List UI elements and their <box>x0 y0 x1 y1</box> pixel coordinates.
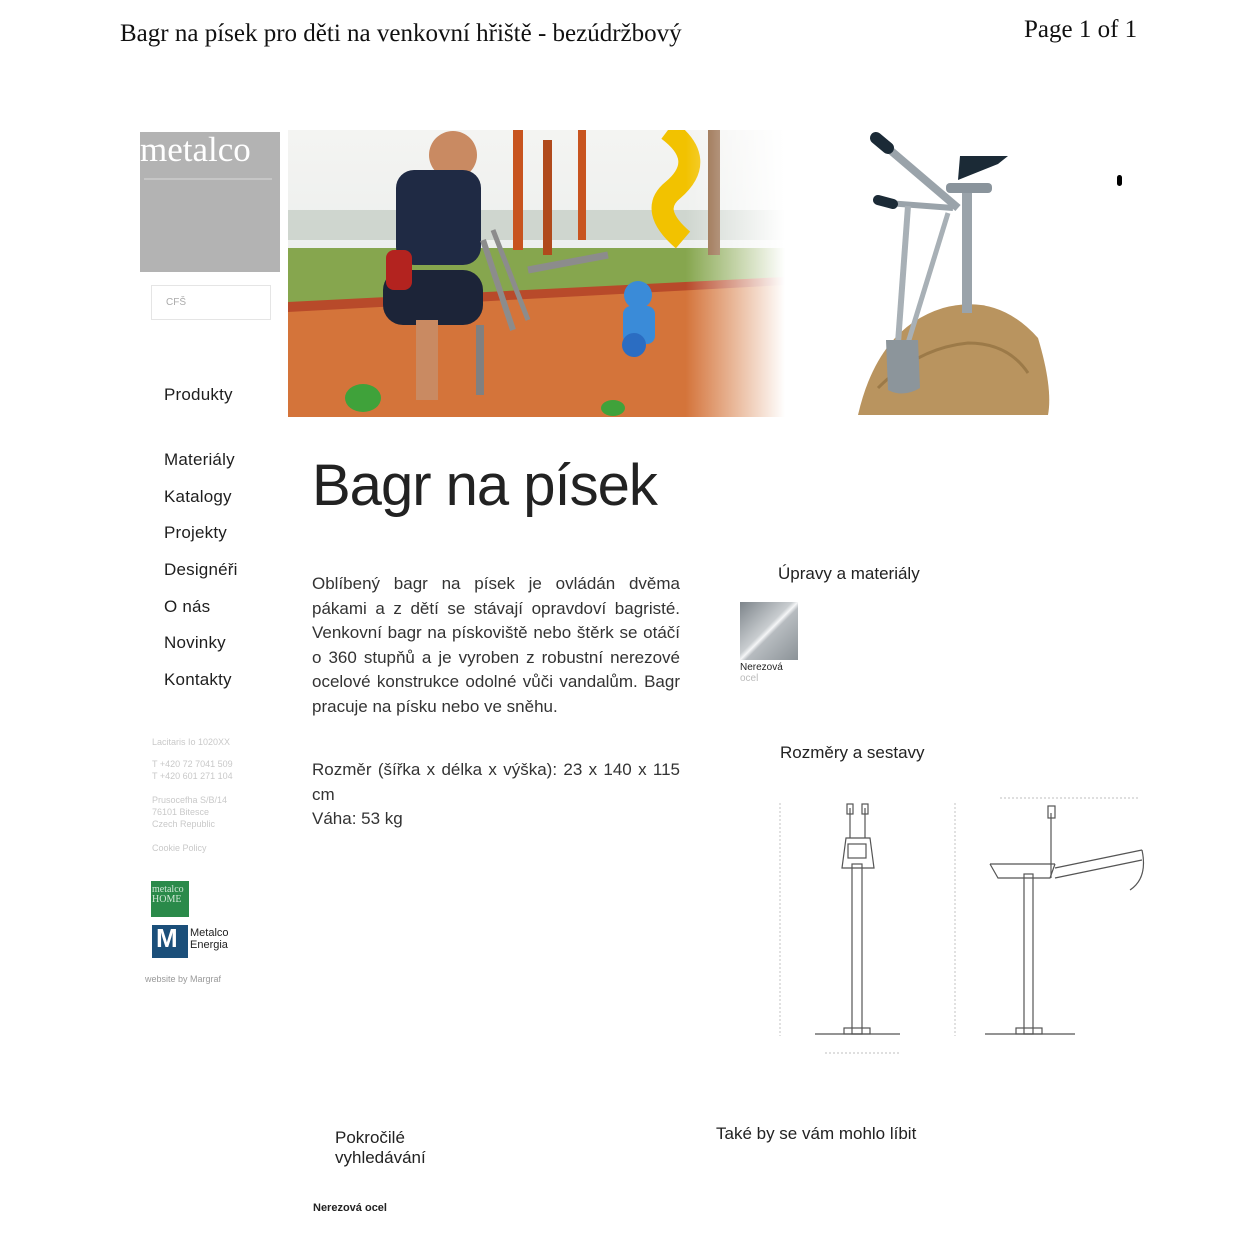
address-street: Prusocefha S/B/14 <box>152 795 228 805</box>
material-filter-link[interactable]: Nerezová ocel <box>313 1202 387 1214</box>
hero-illustration <box>288 130 785 417</box>
nav-produkty[interactable]: Produkty <box>164 385 233 404</box>
nav-projekty[interactable]: Projekty <box>164 523 228 542</box>
product-description: Oblíbený bagr na písek je ovládán dvěma pákami a z dětí se stávají opravdoví bagristé. Venkovní bagr na pískoviště nebo štěrk se otáčí o 360 stupňů a je vyroben z robustní nerezové ocelové konstrukce odolné vůči vandalům. Bagr pracuje na písku nebo ve sněhu. <box>312 574 680 716</box>
product-weight: Váha: 53 kg <box>312 809 403 828</box>
stainless-steel-swatch[interactable] <box>740 602 798 660</box>
technical-drawing-svg <box>770 778 1148 1064</box>
product-title: Bagr na písek <box>312 453 657 518</box>
metalco-energia-badge[interactable] <box>152 925 188 958</box>
product-specs <box>312 758 680 832</box>
swatch-label: Nerezová <box>740 662 783 673</box>
company-id: Lacitaris Io 1020XX <box>152 737 231 747</box>
language-label: CFŠ <box>166 297 186 308</box>
technical-drawing <box>770 778 1148 1064</box>
steel-texture-icon <box>740 602 798 660</box>
logo-text: metalco <box>140 132 251 169</box>
swatch-label-sub: ocel <box>740 673 759 684</box>
website-credit[interactable]: website by Margraf <box>145 974 222 984</box>
hero-photo <box>288 130 785 417</box>
advanced-search-line1: Pokročilé <box>335 1128 405 1147</box>
phone-1[interactable]: T +420 72 7041 509 <box>152 759 233 769</box>
product-dimensions: Rozměr (šířka x délka x výška): 23 x 140 x 115 cm <box>312 760 680 804</box>
nav-materialy[interactable]: Materiály <box>164 450 235 469</box>
energia-line2: Energia <box>190 939 228 951</box>
related-products-heading: Také by se vám mohlo líbit <box>716 1124 917 1143</box>
advanced-search-link[interactable] <box>335 1128 426 1168</box>
page-number: Page 1 of 1 <box>1024 16 1138 43</box>
nav-kontakty[interactable]: Kontakty <box>164 670 232 689</box>
scan-mark <box>1117 175 1122 186</box>
dimensions-heading: Rozměry a sestavy <box>780 743 925 762</box>
nav-novinky[interactable]: Novinky <box>164 633 226 652</box>
metalco-home-badge[interactable] <box>151 881 189 917</box>
energia-letter: M <box>156 923 178 953</box>
product-photo <box>848 128 1053 415</box>
phone-2[interactable]: T +420 601 271 104 <box>152 771 233 781</box>
logo-underline <box>144 178 272 180</box>
address-city: 76101 Bitesce <box>152 807 210 817</box>
excavator-illustration <box>848 128 1053 415</box>
document-title: Bagr na písek pro děti na venkovní hřiště - bezúdržbový <box>120 20 682 47</box>
nav-katalogy[interactable]: Katalogy <box>164 487 232 506</box>
nav-designeri[interactable]: Designéři <box>164 560 238 579</box>
energia-line1: Metalco <box>190 927 229 939</box>
address-country: Czech Republic <box>152 819 216 829</box>
cookie-policy-link[interactable]: Cookie Policy <box>152 843 207 853</box>
nav-o-nas[interactable]: O nás <box>164 597 211 616</box>
materials-heading: Úpravy a materiály <box>778 564 920 583</box>
metalco-logo[interactable] <box>140 132 280 272</box>
energia-label[interactable] <box>190 927 229 951</box>
advanced-search-line2: vyhledávání <box>335 1148 426 1167</box>
language-selector[interactable] <box>151 285 271 320</box>
badge-home-text: metalco HOME <box>152 884 184 905</box>
